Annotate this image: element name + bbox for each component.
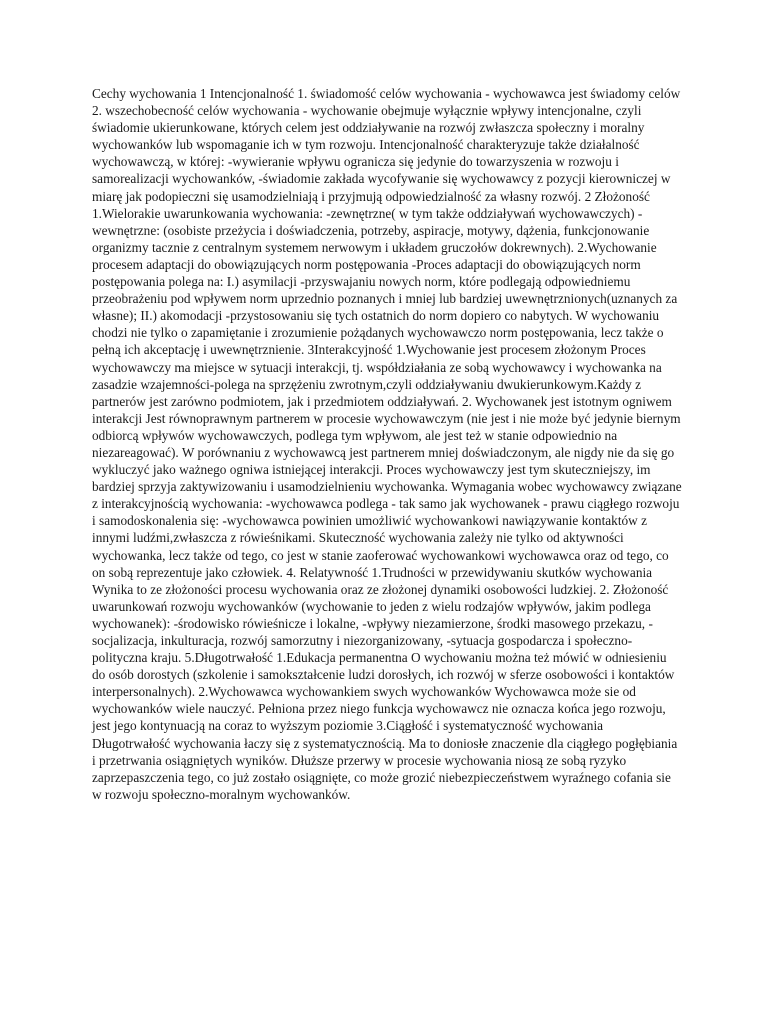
document-body-text: Cechy wychowania 1 Intencjonalność 1. świadomość celów wychowania - wychowawca jest świadomy celów 2. wszechobecność celów wychowania - wychowanie obejmuje wyłącznie wpływy intencjonalne, czyli świadomie ukierunkowane, których celem jest oddziaływanie na rozwój zwłaszcza społeczny i moralny wychowanków lub wspomaganie ich w tym rozwoju. Intencjonalność charakteryzuje także działalność wychowawczą, w której: -wywieranie wpływu ogranicza się jedynie do towarzyszenia w rozwoju i samorealizacji wychowanków, -świadomie zakłada wycofywanie się wychowawcy z pozycji kierowniczej w miarę jak podopieczni się usamodzielniają i przyjmują odpowiedzialność za własny rozwój. 2 Złożoność 1.Wielorakie uwarunkowania wychowania: -zewnętrzne( w tym także oddziaływań wychowawczych) -wewnętrzne: (osobiste przeżycia i doświadczenia, potrzeby, aspiracje, motywy, dążenia, funkcjonowanie organizmy tacznie z centralnym systemem nerwowym i układem gruczołów dokrewnych). 2.Wychowanie procesem adaptacji do obowiązujących norm postępowania -Proces adaptacji do obowiązujących norm postępowania polega na: I.) asymilacji -przyswajaniu nowych norm, które podlegają odpowiedniemu przeobrażeniu pod wpływem norm uprzednio poznanych i mniej lub bardziej uwewnętrznionych(uznanych za własne); II.) akomodacji -przystosowaniu się tych ostatnich do norm dopiero co nabytych. W wychowaniu chodzi nie tylko o zapamiętanie i zrozumienie pożądanych wychowawczo norm postępowania, lecz także o pełną ich akceptację i uwewnętrznienie. 3Interakcyjność 1.Wychowanie jest procesem złożonym Proces wychowawczy ma miejsce w sytuacji interakcji, tj. współdziałania ze sobą wychowawcy i wychowanka na zasadzie wzajemności-polega na sprzężeniu zwrotnym,czyli oddziaływaniu dwukierunkowym.Każdy z partnerów jest zarówno podmiotem, jak i przedmiotem oddziaływań. 2. Wychowanek jest istotnym ogniwem interakcji Jest równoprawnym partnerem w procesie wychowawczym (nie jest i nie może być jedynie biernym odbiorcą wpływów wychowawczych, podlega tym wpływom, ale jest też w stanie odpowiednio na niezareagować). W porównaniu z wychowawcą jest partnerem mniej doświadczonym, ale nigdy nie da się go wykluczyć jako ważnego ogniwa istniejącej interakcji. Proces wychowawczy jest tym skuteczniejszy, im bardziej sprzyja zaktywizowaniu i usamodzielnieniu wychowanka. Wymagania wobec wychowawcy związane z interakcyjnością wychowania: -wychowawca podlega - tak samo jak wychowanek - prawu ciągłego rozwoju i samodoskonalenia się: -wychowawca powinien umożliwić wychowankowi nawiązywanie kontaktów z innymi ludźmi,zwłaszcza z rówieśnikami. Skuteczność wychowania zależy nie tylko od aktywności wychowanka, lecz także od tego, co jest w stanie zaoferować wychowankowi wychowawca oraz od tego, co on sobą reprezentuje jako człowiek. 4. Relatywność 1.Trudności w przewidywaniu skutków wychowania Wynika to ze złożoności procesu wychowania oraz ze złożonej dynamiki osobowości ludzkiej. 2. Złożoność uwarunkowań rozwoju wychowanków (wychowanie to jeden z wielu rodzajów wpływów, jakim podlega wychowanek): -środowisko rówieśnicze i lokalne, -wpływy niezamierzone, środki masowego przekazu, -socjalizacja, inkulturacja, rozwój samorzutny i niezorganizowany, -sytuacja gospodarcza i społeczno-polityczna kraju. 5.Długotrwałość 1.Edukacja permanentna O wychowaniu można też mówić w odniesieniu do osób dorostych (szkolenie i samokształcenie ludzi dorosłych, ich rozwój w sferze osobowości i kontaktów interpersonalnych). 2.Wychowawca wychowankiem swych wychowanków Wychowawca może sie od wychowanków wiele nauczyć. Pełniona przez niego funkcja wychowawcz nie oznacza końca jego rozwoju, jest jego kontynuacją na coraz to wyższym poziomie 3.Ciągłość i systematyczność wychowania Długotrwałość wychowania łaczy się z systematycznością. Ma to doniosłe znaczenie dla ciągłego pogłębiania i przetrwania osiągniętych wyników. Dłuższe przerwy w procesie wychowania niosą ze sobą ryzyko zaprzepaszczenia tego, co już zostało osiągnięte, co może grozić niebezpieczeństwem wyraźnego cofania sie w rozwoju społeczno-moralnym wychowanków.	[92, 86, 682, 802]
